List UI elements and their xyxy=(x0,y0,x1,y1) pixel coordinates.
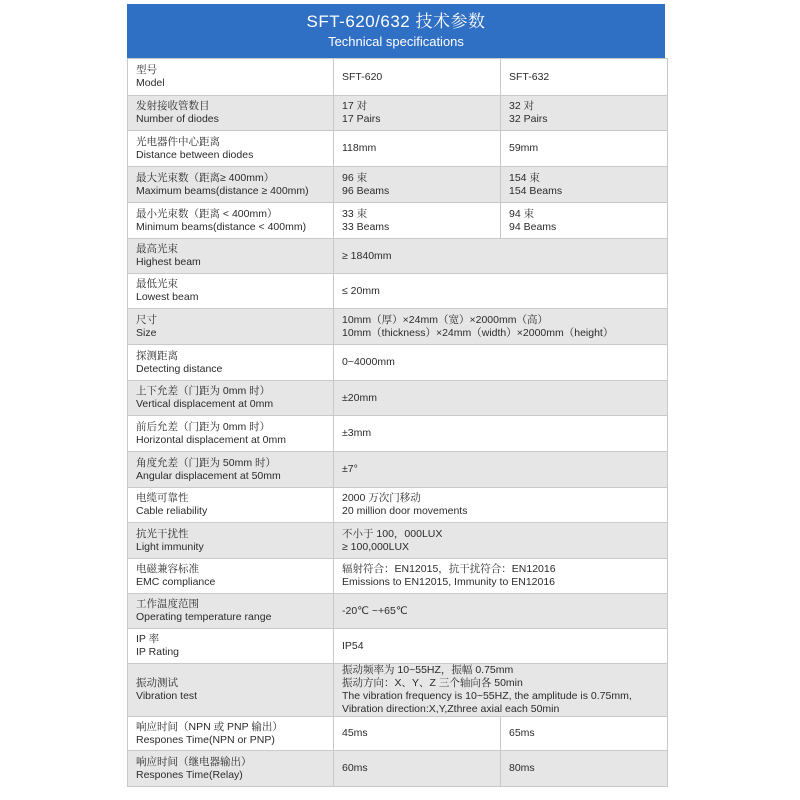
spec-label-en: IP Rating xyxy=(136,646,179,658)
spec-label-en: Cable reliability xyxy=(136,505,208,517)
spec-value-line: 80ms xyxy=(509,762,535,774)
spec-label xyxy=(128,452,334,488)
spec-label xyxy=(128,274,334,309)
spec-label-en: Light immunity xyxy=(136,540,204,553)
spec-value-line: 32 对 xyxy=(509,100,535,112)
spec-value-line: The vibration frequency is 10~55HZ, the amplitude is 0.75mm, xyxy=(342,690,632,702)
spec-value xyxy=(501,717,668,751)
spec-value-line: 94 束 xyxy=(509,207,535,220)
spec-value-line: -20℃ ~+65℃ xyxy=(342,604,408,617)
header-title-en: Technical specifications xyxy=(328,34,464,49)
spec-value-line: ±7° xyxy=(342,463,358,475)
spec-value xyxy=(334,309,668,345)
spec-row xyxy=(128,717,668,751)
spec-value-line: 振动频率为 10~55HZ，振幅 0.75mm xyxy=(342,664,514,676)
spec-label-en: Maximum beams(distance ≥ 400mm) xyxy=(136,184,309,197)
spec-row xyxy=(128,96,668,131)
spec-label xyxy=(128,664,334,717)
spec-value xyxy=(334,452,668,488)
spec-label-zh: IP 率 xyxy=(136,633,160,645)
spec-value xyxy=(334,717,501,751)
spec-value-line: ±20mm xyxy=(342,391,377,404)
spec-value-line: 118mm xyxy=(342,142,377,154)
spec-label-zh: 角度允差（门距为 50mm 时） xyxy=(136,456,277,469)
spec-label-zh: 响应时间（继电器输出） xyxy=(136,755,252,768)
spec-label xyxy=(128,559,334,594)
spec-label-zh: 发射接收管数目 xyxy=(136,100,210,112)
spec-label xyxy=(128,594,334,629)
spec-label-en: Detecting distance xyxy=(136,362,223,375)
spec-label-zh: 上下允差（门距为 0mm 时） xyxy=(136,385,271,397)
spec-label xyxy=(128,131,334,167)
spec-row xyxy=(128,381,668,416)
spec-label xyxy=(128,381,334,416)
spec-row xyxy=(128,523,668,559)
spec-label-en: Horizontal displacement at 0mm xyxy=(136,433,286,446)
spec-label-zh: 振动测试 xyxy=(136,677,178,689)
spec-label-en: Number of diodes xyxy=(136,113,219,125)
spec-value-line: 65ms xyxy=(509,727,535,739)
spec-value-line: 154 Beams xyxy=(509,184,563,197)
spec-label-zh: 光电器件中心距离 xyxy=(136,135,220,148)
spec-value xyxy=(334,523,668,559)
spec-value-line: 17 Pairs xyxy=(342,113,381,125)
spec-label-zh: 前后允差（门距为 0mm 时） xyxy=(136,420,271,433)
spec-label xyxy=(128,488,334,523)
spec-header xyxy=(127,4,665,58)
spec-value-line: 17 对 xyxy=(342,100,368,112)
spec-value-line: 33 Beams xyxy=(342,220,390,233)
spec-value-line: 20 million door movements xyxy=(342,505,468,517)
spec-value-line: ≥ 100,000LUX xyxy=(342,540,410,553)
spec-value xyxy=(334,239,668,274)
spec-value xyxy=(334,488,668,523)
spec-value-line: 0~4000mm xyxy=(342,356,395,368)
spec-value xyxy=(334,594,668,629)
spec-row xyxy=(128,131,668,167)
spec-label-zh: 最高光束 xyxy=(136,243,178,255)
spec-label-zh: 电磁兼容标准 xyxy=(136,563,199,575)
spec-value xyxy=(501,751,668,787)
spec-value-line: 154 束 xyxy=(509,171,540,184)
spec-value xyxy=(334,345,668,381)
spec-value-line: 33 束 xyxy=(342,207,368,220)
spec-value-line: 96 Beams xyxy=(342,184,390,197)
spec-value xyxy=(501,96,668,131)
spec-label-en: Size xyxy=(136,326,157,339)
spec-row xyxy=(128,274,668,309)
spec-row xyxy=(128,203,668,239)
spec-label-zh: 最大光束数（距离≥ 400mm） xyxy=(136,171,275,184)
spec-row xyxy=(128,751,668,787)
spec-label xyxy=(128,523,334,559)
spec-row xyxy=(128,629,668,664)
spec-value-line: 45ms xyxy=(342,727,368,739)
spec-label xyxy=(128,167,334,203)
spec-value-line: Vibration direction:X,Y,Zthree axial each 50min xyxy=(342,703,560,715)
spec-label-zh: 最小光束数（距离 < 400mm） xyxy=(136,207,278,220)
spec-row xyxy=(128,452,668,488)
spec-label xyxy=(128,751,334,787)
spec-value xyxy=(334,629,668,664)
spec-label xyxy=(128,345,334,381)
spec-value-line: ≤ 20mm xyxy=(342,284,380,297)
spec-value-line: 94 Beams xyxy=(509,220,557,233)
spec-value-line: 32 Pairs xyxy=(509,113,548,125)
spec-value-line: Emissions to EN12015, Immunity to EN12016 xyxy=(342,576,556,588)
spec-row xyxy=(128,594,668,629)
spec-row xyxy=(128,239,668,274)
spec-value-line: IP54 xyxy=(342,639,364,652)
spec-value xyxy=(334,751,501,787)
spec-value-line: 振动方向：X、Y、Z 三个轴向各 50min xyxy=(342,677,523,689)
spec-label-en: Minimum beams(distance < 400mm) xyxy=(136,220,307,233)
spec-value xyxy=(501,203,668,239)
spec-label-en: Vibration test xyxy=(136,690,198,702)
spec-value-line: 96 束 xyxy=(342,171,368,184)
spec-label-en: Operating temperature range xyxy=(136,611,272,623)
spec-label-zh: 电缆可靠性 xyxy=(136,492,189,504)
spec-value xyxy=(334,664,668,717)
spec-label-en: Lowest beam xyxy=(136,291,199,303)
spec-value xyxy=(501,167,668,203)
spec-row xyxy=(128,345,668,381)
spec-label-zh: 响应时间（NPN 或 PNP 输出） xyxy=(136,720,283,733)
spec-label-en: Respones Time(Relay) xyxy=(136,768,243,781)
spec-label-zh: 最低光束 xyxy=(136,278,178,290)
spec-label xyxy=(128,239,334,274)
spec-label-zh: 型号 xyxy=(136,64,157,76)
spec-row xyxy=(128,559,668,594)
spec-label xyxy=(128,59,334,96)
spec-value xyxy=(501,59,668,96)
header-title-zh: SFT-620/632 技术参数 xyxy=(306,12,486,31)
spec-value-line: 10mm（厚）×24mm（宽）×2000mm（高） xyxy=(342,313,548,326)
spec-value-line: 60ms xyxy=(342,762,368,774)
spec-row xyxy=(128,664,668,717)
spec-value xyxy=(334,59,501,96)
spec-value-line: SFT-632 xyxy=(509,70,550,83)
spec-row xyxy=(128,309,668,345)
spec-row xyxy=(128,167,668,203)
spec-sheet xyxy=(127,4,665,787)
spec-label-en: Highest beam xyxy=(136,256,201,268)
spec-value-line: 2000 万次门移动 xyxy=(342,492,421,504)
spec-label-zh: 探测距离 xyxy=(136,349,178,362)
spec-label xyxy=(128,629,334,664)
spec-value-line: 辐射符合：EN12015，抗干扰符合：EN12016 xyxy=(342,563,556,575)
spec-value-line: ≥ 1840mm xyxy=(342,249,392,262)
spec-label-en: Distance between diodes xyxy=(136,148,254,161)
spec-label-en: EMC compliance xyxy=(136,576,216,588)
spec-value-line: 不小于 100，000LUX xyxy=(342,527,443,540)
spec-value xyxy=(334,381,668,416)
spec-row xyxy=(128,488,668,523)
spec-label-en: Respones Time(NPN or PNP) xyxy=(136,733,275,746)
spec-table xyxy=(127,58,668,787)
spec-label-en: Angular displacement at 50mm xyxy=(136,469,281,482)
spec-value-line: 59mm xyxy=(509,142,539,154)
spec-row xyxy=(128,416,668,452)
spec-value xyxy=(334,274,668,309)
spec-label xyxy=(128,416,334,452)
spec-label xyxy=(128,203,334,239)
spec-label-zh: 工作温度范围 xyxy=(136,598,199,610)
spec-label-zh: 抗光干扰性 xyxy=(136,527,189,540)
spec-value-line: ±3mm xyxy=(342,427,372,439)
spec-label xyxy=(128,309,334,345)
spec-label xyxy=(128,96,334,131)
spec-value xyxy=(334,203,501,239)
spec-value xyxy=(334,416,668,452)
spec-label-en: Model xyxy=(136,77,165,89)
spec-label-en: Vertical displacement at 0mm xyxy=(136,398,274,410)
spec-value-line: 10mm（thickness）×24mm（width）×2000mm（height） xyxy=(342,326,614,339)
spec-value xyxy=(334,559,668,594)
spec-label xyxy=(128,717,334,751)
spec-value xyxy=(334,96,501,131)
spec-value-line: SFT-620 xyxy=(342,70,383,83)
spec-value xyxy=(334,167,501,203)
spec-row xyxy=(128,59,668,96)
spec-label-zh: 尺寸 xyxy=(136,313,157,326)
spec-value xyxy=(501,131,668,167)
spec-value xyxy=(334,131,501,167)
